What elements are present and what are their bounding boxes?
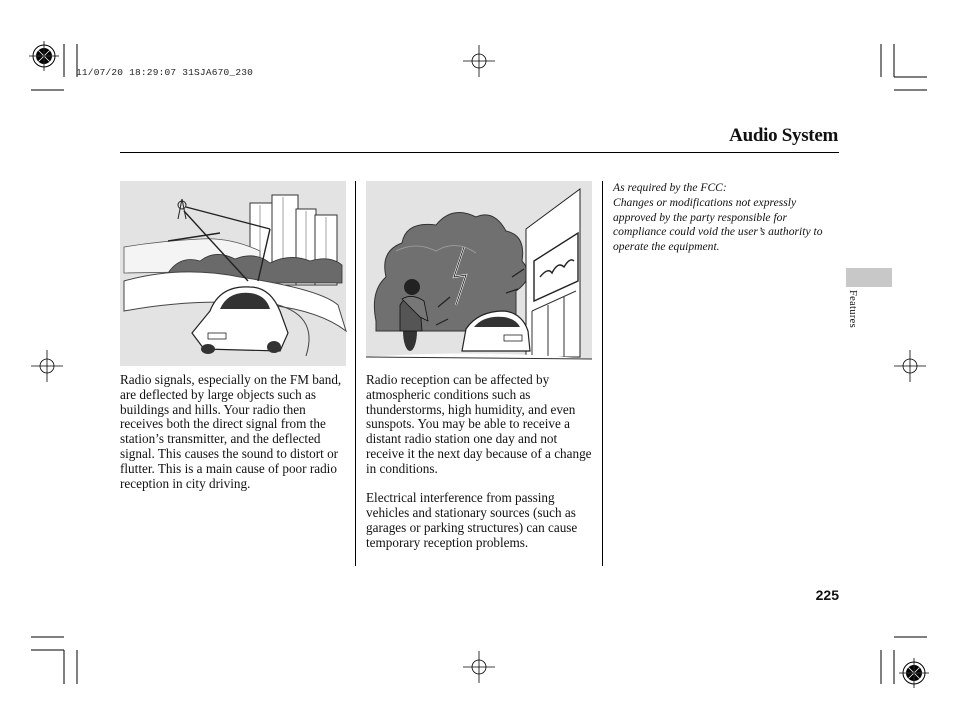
reception-paragraphs <box>366 373 598 565</box>
page-number: 225 <box>815 587 839 603</box>
fcc-note <box>613 181 839 255</box>
fcc-note-body: Changes or modifications not expressly approved by the party responsible for compliance could void the user’s authority to operate the equipment. <box>613 195 823 254</box>
storm-interference-illustration <box>366 181 592 366</box>
column-divider-left <box>355 181 356 566</box>
signal-deflection-paragraph <box>120 373 350 506</box>
title-rule <box>120 152 839 153</box>
page-title: Audio System <box>729 125 838 146</box>
section-tab-text: Features <box>847 290 858 328</box>
signal-deflection-text: Radio signals, especially on the FM band, are deflected by large objects such as buildings and hills. Your radio then receives both the direct signal from the station’s transmitter, and the deflected signal. This causes the sound to distort or flutter. This is a main cause of poor radio reception in city driving. <box>120 372 342 491</box>
city-signal-deflection-illustration <box>120 181 346 366</box>
column-divider-right <box>602 181 603 566</box>
electrical-interference-text: Electrical interference from passing vehicles and stationary sources (such as garages or parking structures) can cause temporary reception problems. <box>366 490 578 550</box>
print-timestamp: 11/07/20 18:29:07 31SJA670_230 <box>76 67 254 78</box>
atmospheric-conditions-text: Radio reception can be affected by atmospheric conditions such as thunderstorms, high humidity, and even sunspots. You may be able to receive a distant radio station one day and not receive it the next day because of a change in conditions. <box>366 372 592 476</box>
section-tab-label <box>840 288 866 342</box>
fcc-note-heading: As required by the FCC: <box>613 181 727 194</box>
section-tab <box>846 268 892 287</box>
